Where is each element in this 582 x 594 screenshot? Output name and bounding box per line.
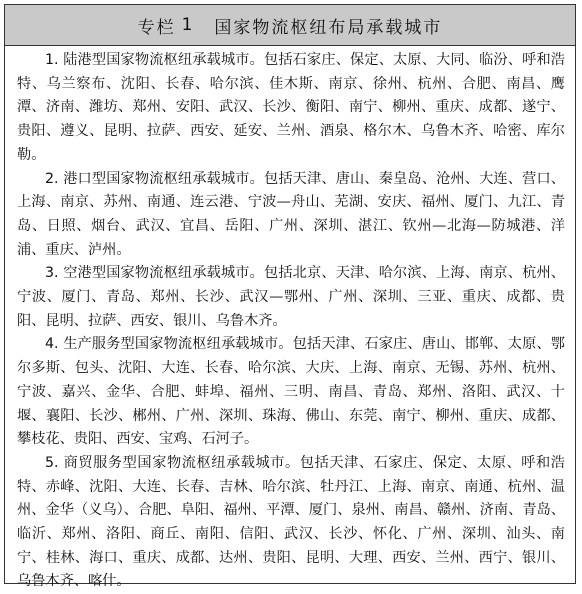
section-body: 包括北京、天津、哈尔滨、上海、南京、杭州、宁波、厦门、青岛、郑州、长沙、武汉—鄂州、广州、深圳、三亚、重庆、成都、贵阳、昆明、拉萨、西安、银川、乌鲁木齐。 xyxy=(17,265,565,329)
section-heading: 2. 港口型国家物流枢纽承载城市。 xyxy=(45,170,264,187)
column-box xyxy=(4,4,576,590)
column-title: 国家物流枢纽布局承载城市 xyxy=(214,17,443,38)
column-label: 专栏 xyxy=(137,17,176,38)
section-heading: 1. 陆港型国家物流枢纽承载城市。 xyxy=(45,52,264,68)
section-body: 包括天津、唐山、秦皇岛、沧州、大连、营口、上海、南京、苏州、南通、连云港、宁波—舟山、芜湖、安庆、福州、厦门、九江、青岛、日照、烟台、武汉、宜昌、岳阳、广州、深圳、湛江、钦州—北海—防城港、洋浦、重庆、泸州。 xyxy=(17,170,565,258)
column-content xyxy=(17,49,565,590)
section-land-port xyxy=(17,49,565,168)
section-body: 包括天津、石家庄、保定、太原、呼和浩特、赤峰、沈阳、大连、长春、吉林、哈尔滨、牡丹江、上海、南京、南通、杭州、温州、金华（义乌）、合肥、阜阳、福州、平潭、厦门、泉州、南昌、赣州、济南、青岛、临沂、郑州、洛阳、商丘、南阳、信阳、武汉、长沙、怀化、广州、深圳、汕头、南宁、桂林、海口、重庆、成都、达州、贵阳、昆明、大理、西安、兰州、西宁、银川、乌鲁木齐、喀什。 xyxy=(17,454,565,590)
section-heading: 4. 生产服务型国家物流枢纽承载城市。 xyxy=(45,336,293,353)
section-production-service xyxy=(17,333,565,452)
section-sea-port xyxy=(17,168,565,263)
section-heading: 5. 商贸服务型国家物流枢纽承载城市。 xyxy=(45,454,300,471)
section-heading: 3. 空港型国家物流枢纽承载城市。 xyxy=(45,265,264,282)
column-title-bar xyxy=(5,5,575,46)
section-body: 包括石家庄、保定、太原、大同、临汾、呼和浩特、乌兰察布、沈阳、长春、哈尔滨、佳木斯、南京、徐州、杭州、合肥、南昌、鹰潭、济南、潍坊、郑州、安阳、武汉、长沙、衡阳、南宁、柳州、重庆、成都、遂宁、贵阳、遵义、昆明、拉萨、西安、延安、兰州、酒泉、格尔木、乌鲁木齐、哈密、库尔勒。 xyxy=(17,52,565,163)
section-air-port xyxy=(17,262,565,333)
section-trade-service xyxy=(17,452,565,594)
column-number: 1 xyxy=(181,15,195,35)
section-body: 包括天津、石家庄、唐山、邯郸、太原、鄂尔多斯、包头、沈阳、大连、长春、哈尔滨、大庆、上海、南京、无锡、苏州、杭州、宁波、嘉兴、金华、合肥、蚌埠、福州、三明、南昌、青岛、郑州、洛阳、武汉、十堰、襄阳、长沙、郴州、广州、深圳、珠海、佛山、东莞、南宁、柳州、重庆、成都、攀枝花、贵阳、西安、宝鸡、石河子。 xyxy=(17,336,565,448)
